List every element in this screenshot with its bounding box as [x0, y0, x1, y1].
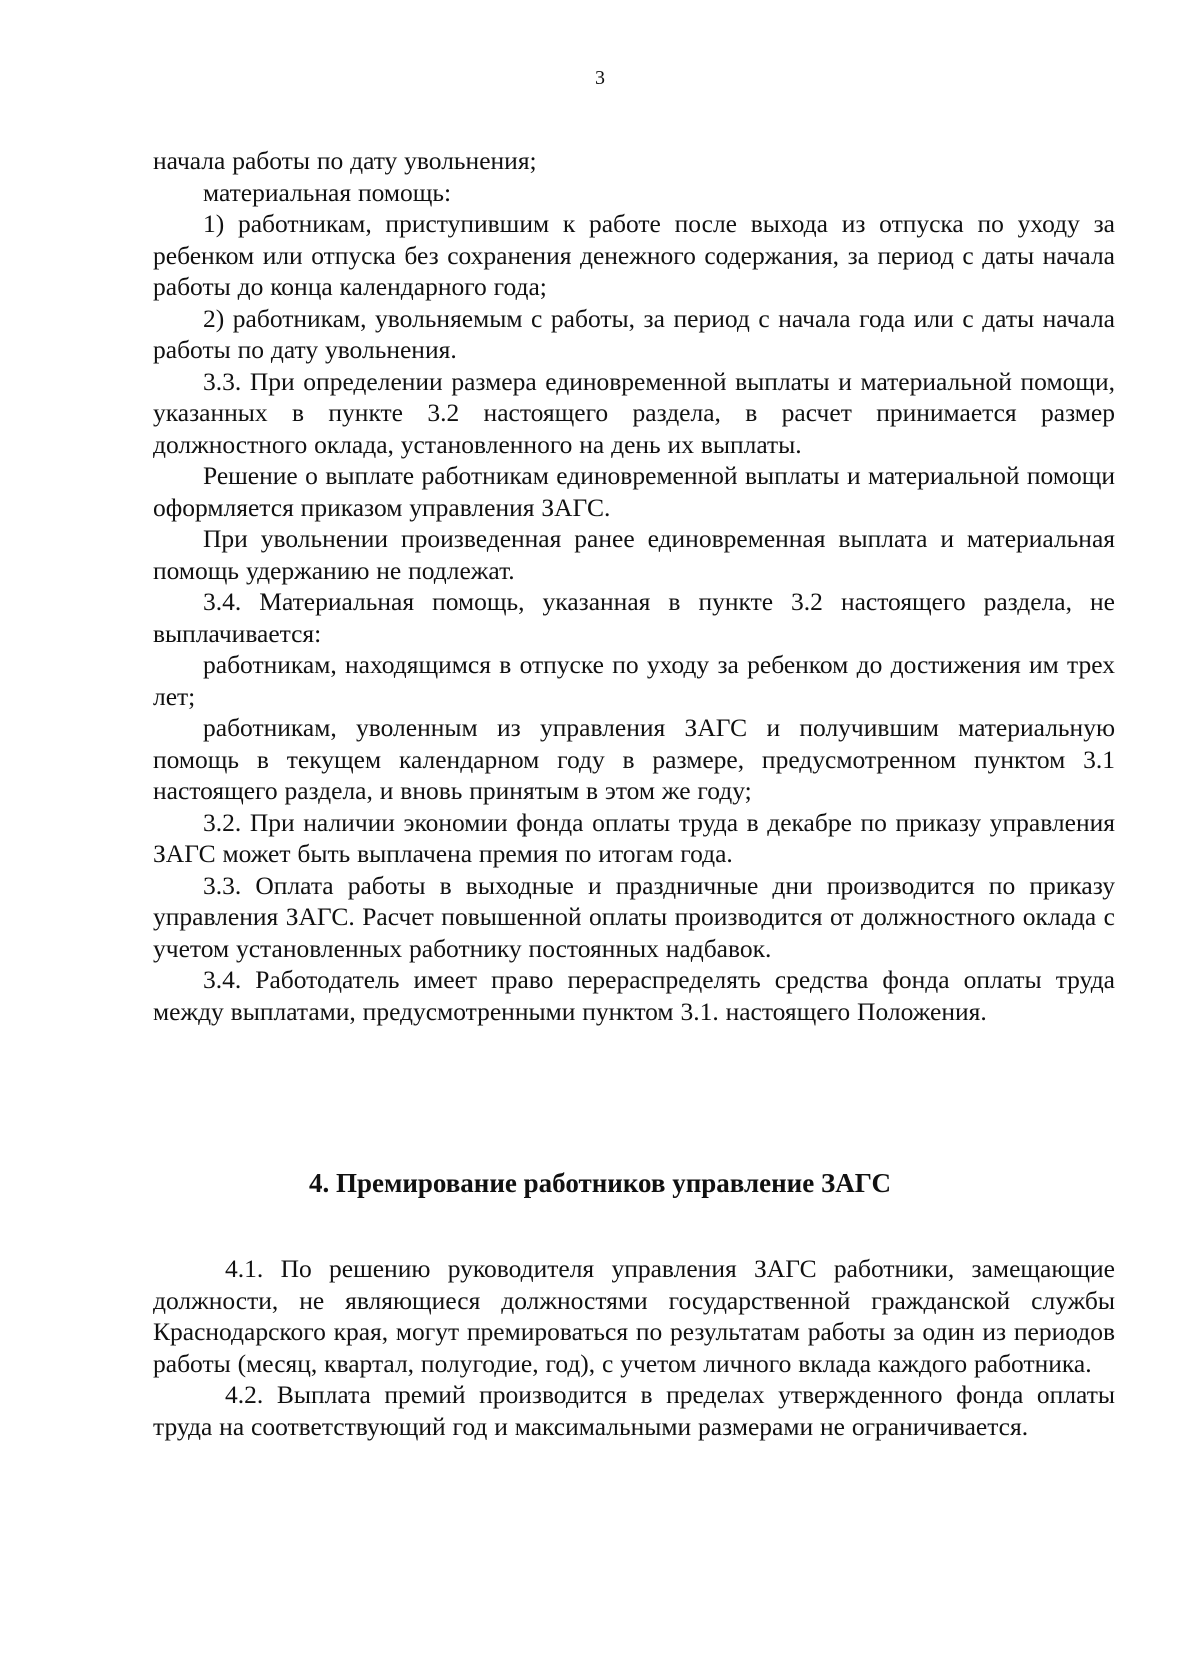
paragraph: 4.1. По решению руководителя управления ЗАГС работники, замещающие должности, не являющиеся должностями государственной гражданской службы Краснодарского края, могут премироваться по результатам работы за один из периодов работы (месяц, квартал, полугодие, год), с учетом личного вклада каждого работника. [153, 1254, 1115, 1378]
paragraph: При увольнении произведенная ранее единовременная выплата и материальная помощь удержанию не подлежат. [153, 524, 1115, 585]
page-number: 3 [595, 67, 605, 89]
paragraph: 3.4. Работодатель имеет право перераспределять средства фонда оплаты труда между выплатами, предусмотренными пунктом 3.1. настоящего Положения. [153, 965, 1115, 1026]
paragraph: 3.3. При определении размера единовременной выплаты и материальной помощи, указанных в пункте 3.2 настоящего раздела, в расчет принимается размер должностного оклада, установленного на день их выплаты. [153, 366, 1115, 459]
section-4-heading: 4. Премирование работников управление ЗАГС [308, 1168, 892, 1198]
paragraph: Решение о выплате работникам единовременной выплаты и материальной помощи оформляется приказом управления ЗАГС. [153, 461, 1115, 522]
paragraph: 2) работникам, увольняемым с работы, за период с начала года или с даты начала работы по дату увольнения. [153, 303, 1115, 364]
section-4-body [153, 1253, 1115, 1442]
paragraph: 4.2. Выплата премий производится в пределах утвержденного фонда оплаты труда на соответствующий год и максимальными размерами не ограничивается. [153, 1380, 1115, 1441]
paragraph: 3.2. При наличии экономии фонда оплаты труда в декабре по приказу управления ЗАГС может быть выплачена премия по итогам года. [153, 807, 1115, 868]
paragraph: 1) работникам, приступившим к работе после выхода из отпуска по уходу за ребенком или отпуска без сохранения денежного содержания, за период с даты начала работы до конца календарного года; [153, 209, 1115, 301]
paragraph: работникам, находящимся в отпуске по уходу за ребенком до достижения им трех лет; [153, 650, 1115, 711]
paragraph: 3.3. Оплата работы в выходные и праздничные дни производится по приказу управления ЗАГС. Расчет повышенной оплаты производится от должностного оклада с учетом установленных работнику постоянных надбавок. [153, 870, 1115, 963]
paragraph: работникам, уволенным из управления ЗАГС и получившим материальную помощь в текущем календарном году в размере, предусмотренном пунктом 3.1 настоящего раздела, и вновь принятым в этом же году; [153, 713, 1115, 805]
paragraph: 3.4. Материальная помощь, указанная в пункте 3.2 настоящего раздела, не выплачивается: [153, 587, 1115, 648]
paragraph: начала работы по дату увольнения; [153, 146, 537, 175]
paragraph: материальная помощь: [203, 177, 452, 207]
section-3-body [153, 145, 1115, 1027]
